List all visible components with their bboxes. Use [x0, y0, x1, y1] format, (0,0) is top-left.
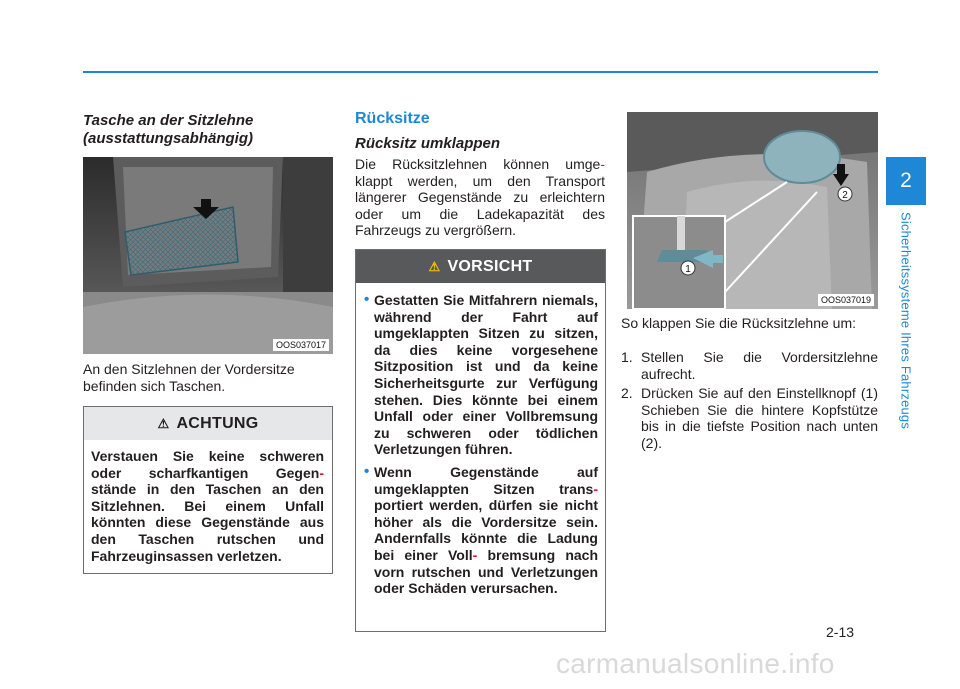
hyphen-mark: -: [593, 480, 598, 497]
rear-seat-photo: [627, 112, 878, 309]
warning-box: [355, 249, 606, 632]
watermark: carmanualsonline.info: [556, 648, 835, 679]
callout-2: 2: [842, 190, 848, 201]
intro-text-1: Die Rücksitzlehnen können umge: [355, 156, 601, 172]
step-item: [621, 349, 878, 382]
seatback-pocket-photo: [83, 157, 333, 354]
step-number: 1.: [621, 349, 633, 365]
warning-header: [356, 250, 605, 283]
hyphen-mark: -: [319, 464, 324, 481]
hyphen-mark: -: [600, 156, 605, 172]
step-item: [621, 385, 878, 451]
caution-box: [83, 406, 333, 574]
caution-text-1: Verstauen Sie keine schweren oder scharfkantigen Gegen: [91, 448, 324, 481]
warning-item-text: portiert werden, dürfen sie nicht höher als die Vordersitze sein. Andernfalls könnte die Ladung bei einer Voll: [374, 497, 598, 563]
warning-item-text: bremsung nach vorn rutschen und Verletzungen oder Schäden verursachen.: [374, 546, 598, 597]
section-title: Rücksitze: [355, 110, 430, 127]
fold-intro-text: [355, 156, 605, 239]
warning-item: [364, 292, 598, 458]
fold-steps: [621, 349, 878, 454]
seatback-pocket-text: An den Sitzlehnen der Vordersitze befinden sich Taschen.: [83, 361, 295, 394]
warning-item: [364, 464, 598, 597]
warning-triangle-icon: ⚠: [428, 258, 441, 274]
fold-instructions-intro: So klappen Sie die Rücksitzlehne um:: [621, 315, 857, 331]
warning-list: [356, 283, 605, 597]
step-text: Drücken Sie auf den Einstellknopf (1) Schieben Sie die hintere Kopfstütze bis in die tiefste Position nach unten (2).: [641, 385, 878, 451]
step-text: Stellen Sie die Vordersitzlehne aufrecht.: [641, 349, 878, 382]
chapter-number: 2: [900, 169, 912, 192]
callout-1: 1: [685, 264, 691, 275]
rear-seat-illustration: [627, 112, 878, 309]
chapter-title: Sicherheitssysteme Ihres Fahrzeugs: [898, 212, 914, 430]
caution-title: ACHTUNG: [176, 414, 259, 432]
warning-item-text: Gestatten Sie Mitfahrern niemals, während der Fahrt auf umgeklappten Sitzen zu sitzen, da dies keine vorgesehene Sitzposition ist und da keine Sicherheitsgurte zur Verfügung stehen. Dies könnte bei einem Unfall oder einer Vollbremsung zu schweren oder tödlichen Verletzungen führen.: [374, 292, 598, 458]
image-code: OOS037019: [818, 294, 874, 306]
heading-line-2: (ausstattungsabhängig): [83, 130, 254, 147]
caution-text-2: stände in den Taschen an den Sitzlehnen. Bei einem Unfall könnten diese Gegenstände aus den Taschen rutschen und Fahrzeuginsassen verletzen.: [91, 481, 324, 564]
warning-title: VORSICHT: [447, 257, 533, 275]
hyphen-mark: -: [472, 546, 478, 563]
image-code: OOS037017: [273, 339, 329, 351]
chapter-tab: [886, 157, 926, 205]
header-rule: [83, 71, 878, 73]
step-number: 2.: [621, 385, 633, 401]
warning-triangle-icon: ⚠: [157, 415, 170, 431]
caution-header: [84, 407, 332, 440]
fold-rear-seat-heading: Rücksitz umklappen: [355, 135, 501, 152]
seatback-illustration: [83, 157, 333, 354]
page-number: 2-13: [826, 624, 855, 640]
heading-line-1: Tasche an der Sitzlehne: [83, 112, 254, 129]
caution-text: [84, 440, 332, 564]
seatback-pocket-heading: [83, 112, 333, 148]
left-column: [83, 112, 333, 148]
intro-text-2: klappt werden, um den Transport längerer Gegenstände zu erleichtern oder um die Ladekapazität des Fahrzeugs zu vergrößern.: [355, 172, 605, 238]
warning-item-text: Wenn Gegenstände auf umgeklappten Sitzen trans: [374, 463, 598, 497]
